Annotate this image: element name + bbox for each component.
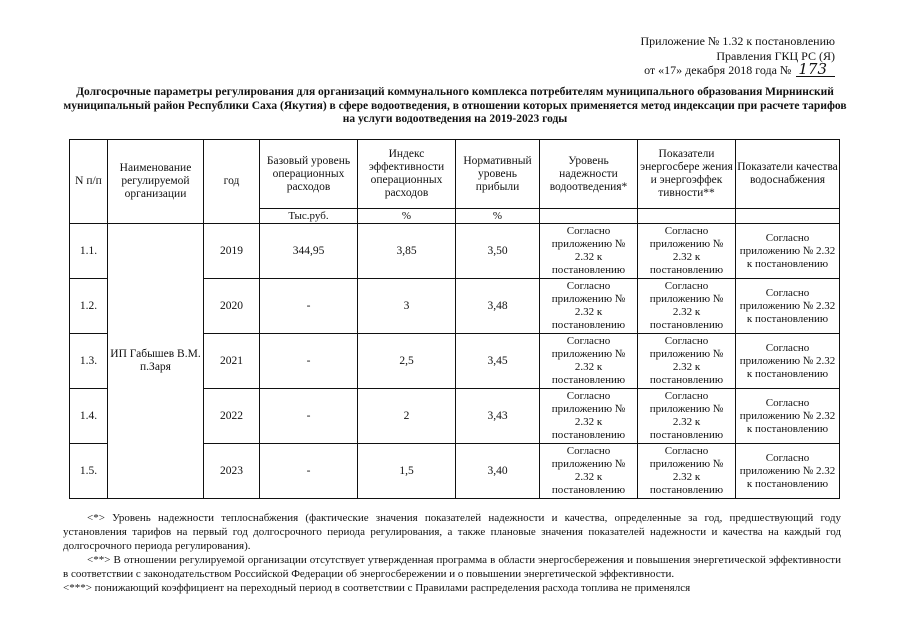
footnote-1: <*> Уровень надежности теплоснабжения (фактические значения показателей надежности и качества, определенные за год, предшествующий году установления тарифов на первый год долгосрочного периода регулирования, а также плановые значения показателей надежности и качества на каждый год долгосрочного периода регулирования).: [63, 512, 841, 552]
footnote-3: <***> понижающий коэффициент на переходный период в соответствии с Правилами распределения расхода топлива не применялся: [63, 582, 691, 594]
footnote-2: <**> В отношении регулируемой организации отсутствует утвержденная программа в области энергосбережения и повышения энергетической эффективности в соответствии с законодательством Российской Федерации об энергосбережении и о повышении энергетической эффективности.: [63, 554, 841, 580]
unit-empty: [540, 209, 638, 224]
row-reliability: Согласно приложению № 2.32 к постановлению: [540, 334, 638, 389]
appendix-header: [640, 34, 835, 78]
row-base: -: [260, 279, 358, 334]
unit-empty: [638, 209, 736, 224]
appendix-date: от «17» декабря 2018 года №: [644, 63, 792, 77]
appendix-line-1: Приложение № 1.32 к постановлению: [640, 34, 835, 48]
row-profit: 3,50: [456, 224, 540, 279]
row-profit: 3,45: [456, 334, 540, 389]
row-quality: Согласно приложению № 2.32 к постановлению: [736, 389, 840, 444]
header-base: Базовый уровень операционных расходов: [260, 140, 358, 209]
row-quality: Согласно приложению № 2.32 к постановлению: [736, 224, 840, 279]
row-reliability: Согласно приложению № 2.32 к постановлению: [540, 224, 638, 279]
header-num: N п/п: [70, 140, 108, 224]
row-base: -: [260, 334, 358, 389]
row-profit: 3,48: [456, 279, 540, 334]
row-energy: Согласно приложению № 2.32 к постановлению: [638, 334, 736, 389]
row-base: -: [260, 389, 358, 444]
row-num: 1.2.: [70, 279, 108, 334]
row-index: 2,5: [358, 334, 456, 389]
row-quality: Согласно приложению № 2.32 к постановлению: [736, 279, 840, 334]
document-title: Долгосрочные параметры регулирования для организаций коммунального комплекса потребителям муниципального образования Мирнинский муниципальный район Республики Саха (Якутия) в сфере водоотведения, в отношении которых применяется метод индексации при расчете тарифов на услуги водоотведения на 2019-2023 годы: [63, 86, 847, 125]
row-year: 2019: [204, 224, 260, 279]
row-energy: Согласно приложению № 2.32 к постановлению: [638, 444, 736, 499]
header-year: год: [204, 140, 260, 224]
row-quality: Согласно приложению № 2.32 к постановлению: [736, 334, 840, 389]
header-quality: Показатели качества водоснабжения: [736, 140, 840, 209]
table-header-row: [70, 140, 840, 209]
row-num: 1.5.: [70, 444, 108, 499]
row-base: -: [260, 444, 358, 499]
row-num: 1.1.: [70, 224, 108, 279]
appendix-line-2: Правления ГКЦ РС (Я): [716, 48, 835, 63]
row-year: 2023: [204, 444, 260, 499]
header-profit: Нормативный уровень прибыли: [456, 140, 540, 209]
unit-base: Тыс.руб.: [260, 209, 358, 224]
row-reliability: Согласно приложению № 2.32 к постановлению: [540, 444, 638, 499]
row-num: 1.3.: [70, 334, 108, 389]
row-quality: Согласно приложению № 2.32 к постановлению: [736, 444, 840, 499]
unit-profit: %: [456, 209, 540, 224]
row-energy: Согласно приложению № 2.32 к постановлению: [638, 224, 736, 279]
parameters-table: [69, 139, 840, 499]
appendix-line-3: [640, 60, 835, 78]
unit-index: %: [358, 209, 456, 224]
row-num: 1.4.: [70, 389, 108, 444]
row-year: 2022: [204, 389, 260, 444]
row-index: 1,5: [358, 444, 456, 499]
organization-name: ИП Габышев В.М. п.Заря: [108, 224, 204, 499]
unit-empty: [736, 209, 840, 224]
row-year: 2020: [204, 279, 260, 334]
row-index: 3: [358, 279, 456, 334]
row-profit: 3,43: [456, 389, 540, 444]
row-energy: Согласно приложению № 2.32 к постановлению: [638, 389, 736, 444]
header-reliability: Уровень надежности водоотведения*: [540, 140, 638, 209]
header-energy: Показатели энергосбере жения и энергоэффек тивности**: [638, 140, 736, 209]
row-year: 2021: [204, 334, 260, 389]
row-base: 344,95: [260, 224, 358, 279]
row-index: 3,85: [358, 224, 456, 279]
footnotes: [63, 511, 841, 595]
row-reliability: Согласно приложению № 2.32 к постановлению: [540, 279, 638, 334]
row-index: 2: [358, 389, 456, 444]
row-reliability: Согласно приложению № 2.32 к постановлению: [540, 389, 638, 444]
row-energy: Согласно приложению № 2.32 к постановлению: [638, 279, 736, 334]
row-profit: 3,40: [456, 444, 540, 499]
header-index: Индекс эффективности операционных расходов: [358, 140, 456, 209]
table-row: [70, 224, 840, 279]
header-org: Наименование регулируемой организации: [108, 140, 204, 224]
resolution-number: 173: [796, 63, 835, 77]
